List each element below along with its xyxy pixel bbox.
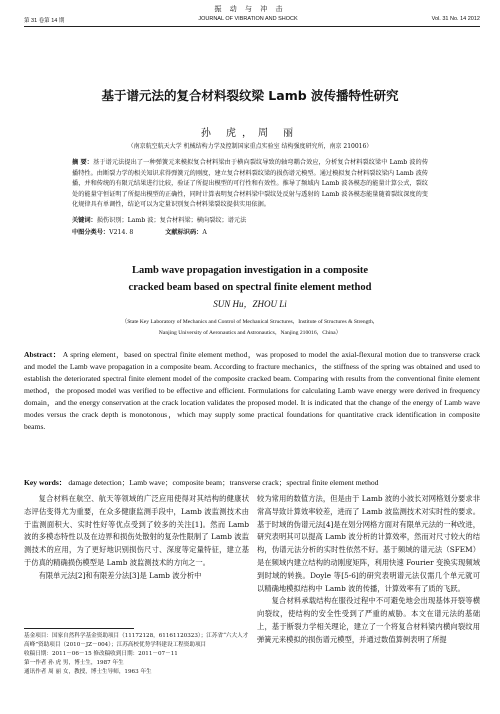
title-en-line2: cracked beam based on spectral finite element method [128, 282, 372, 293]
affiliation-cn: （南京航空航天大学 机械结构力学及控制国家重点实验室 结构强度研究所，南京 210016） [127, 143, 373, 150]
footnote-first-author: 第一作者 孙 虎 男，博士生，1987 年生 [24, 660, 124, 666]
footnotes [24, 632, 249, 677]
footnote-rule [24, 628, 134, 629]
abstract-en-text: A spring element，based on spectral finite element method，was proposed to model the axial-flexural motion due to transverse crack and model the Lamb wave propagation in a composite beam. According to fracture mechanics，the stiffness of the spring was obtained and used to establish the deteriorated spectral finite element model of the composite cracked beam. Comparing with results from the conventional finite element method，the proposed model was verified to be effective and efficient. Formulations for calculating Lamb wave energy were derived in frequency domain，and the energy conservation at the crack location validates the proposed model. It is indicated that the change of the energy of Lamb wave modes versus the crack depth is monotonous，which may supply some practical foundations for quantitative crack identification in composite beams. [24, 350, 480, 431]
abstract-en [24, 349, 480, 433]
abstract-cn-text: 基于谱元法提出了一种弹簧元来模拟复合材料梁由于横向裂纹导致的轴弯耦合效应，分析复合材料裂纹梁中 Lamb 波的传播特性。由断裂力学的相关知识求得弹簧元的刚度，建立复合材料裂纹梁的损伤谱元模型。通过模拟复合材料裂纹梁内 Lamb 波传播，并和传统的有限元结果进行比较，验证了所提出模型的可行性和有效性。推导了频域内 Lamb 波各模态的能量计算公式，裂纹处的能量守恒证明了所提出模型的正确性，同时计算表明复合材料梁中裂纹处反射与透射的 Lamb 波各模态能量随着裂纹深度的变化规律具有单调性，结论可以为定量识别复合材料梁裂纹提供实用依据。 [72, 159, 429, 208]
footnote-fund: 基金项目：国家自然科学基金资助项目（11172128，61161120323）；江苏省“六大人才高峰”资助项目（2010－JZ－004）；江苏高校优势学科建设工程资助项目 [24, 633, 249, 648]
header-volume-right: Vol. 31 No. 14 2012 [431, 16, 480, 22]
paper-title-en [0, 262, 500, 296]
paper-title-cn: 基于谱元法的复合材料裂纹梁 Lamb 波传播特性研究 [101, 88, 399, 103]
title-en-line1: Lamb wave propagation investigation in a composite [131, 265, 369, 276]
affiliation-en-line2: Nanjing University of Aeronautics and Astronautics，Nanjing 210016，China） [158, 330, 342, 336]
body-right-paragraph-1: 较为常用的数值方法，但是由于 Lamb 波的小波长对网格划分要求非常高导致计算效率较差，进而了 Lamb 波监测技术对实时性的要求。基于时域的伪谱元法[4]是在划分网格方面对有限单元法的一种改进，研究表明其可以提高 Lamb 波分析的计算效率，然而对尺寸较大的结构，伪谱元法分析的实时性依然不好。基于频域的谱元法（SFEM）是在频域内建立结构的动刚度矩阵，利用快速 Fourier 变换实现频域到时域的转换。Doyle 等[5-6]的研究表明谱元法仅需几个单元就可以精确地模拟结构中 Lamb 波的传播，计算效率有了质的飞跃。 [257, 494, 480, 593]
keywords-en-text: damage detection；Lamb wave；composite beam；transverse crack；spectral finite element method [68, 478, 379, 487]
footnote-received: 收稿日期：2011－06－15 修改稿收到日期：2011－07－11 [24, 651, 178, 657]
clc-label: 中图分类号： [72, 229, 110, 236]
abstract-en-label: Abstract： [24, 350, 61, 359]
body-left-column [24, 493, 249, 583]
keywords-en [24, 477, 480, 488]
keywords-en-label: Key words： [24, 478, 67, 487]
affiliation-en-line1: （State Key Laboratory of Mechanics and Control of Mechanical Structures，Institute of Structures & Strength， [121, 319, 379, 325]
authors-cn: 孙 虎，周 丽 [200, 128, 300, 139]
body-right-paragraph-2: 复合材料承载结构在服役过程中不可避免地会出现基体开裂等横向裂纹，使结构的安全性受到了严重的威胁。本文在谱元法的基础上，基于断裂力学相关理论，建立了一个将复合材料梁内横向裂纹用弹簧元来模拟的损伤谱元模型，并通过数值算例表明了所提 [257, 596, 480, 644]
doc-code-value: A [202, 229, 207, 236]
body-left-paragraph-1: 复合材料在航空、航天等领域的广泛应用使得对其结构的健康状态评估变得尤为重要，在众多健康监测手段中，Lamb 波监测技术由于监测面积大、实时性好等优点受到了较多的关注[1]。然而 Lamb 波的多模态特性以及在边界和损伤处散射的复杂性限制了 Lamb 波监测技术的应用，为了更好地识别损伤尺寸、深度等定量特征，建立基于仿真的精确损伤模型是 Lamb 波监测技术的方向之一。 [24, 494, 249, 567]
header-rule [24, 26, 480, 27]
keywords-cn-text: 损伤识别；Lamb 波；复合材料梁；横向裂纹；谱元法 [96, 217, 247, 224]
keywords-cn [72, 215, 428, 224]
footnote-corresponding: 通讯作者 周 丽 女，教授，博士生导师，1963 年生 [24, 669, 152, 675]
classification-line [72, 227, 428, 236]
abstract-cn [72, 158, 428, 211]
header-volume-left: 第 31 卷第 14 期 [24, 18, 65, 24]
doc-code-label: 文献标识码： [165, 229, 203, 236]
abstract-cn-label: 摘 要： [72, 159, 94, 166]
running-header-journal-cn: 振 动 与 冲 击 [214, 5, 286, 13]
keywords-cn-label: 关键词： [72, 217, 97, 224]
header-journal-en: JOURNAL OF VIBRATION AND SHOCK [198, 16, 298, 22]
body-left-paragraph-2: 有限单元法[2]和有限差分法[3]是 Lamb 波分析中 [38, 570, 202, 580]
body-right-column [257, 493, 480, 647]
authors-en: SUN Hu，ZHOU Li [213, 299, 287, 309]
clc-value: V214. 8 [109, 229, 134, 236]
running-header [24, 16, 480, 24]
